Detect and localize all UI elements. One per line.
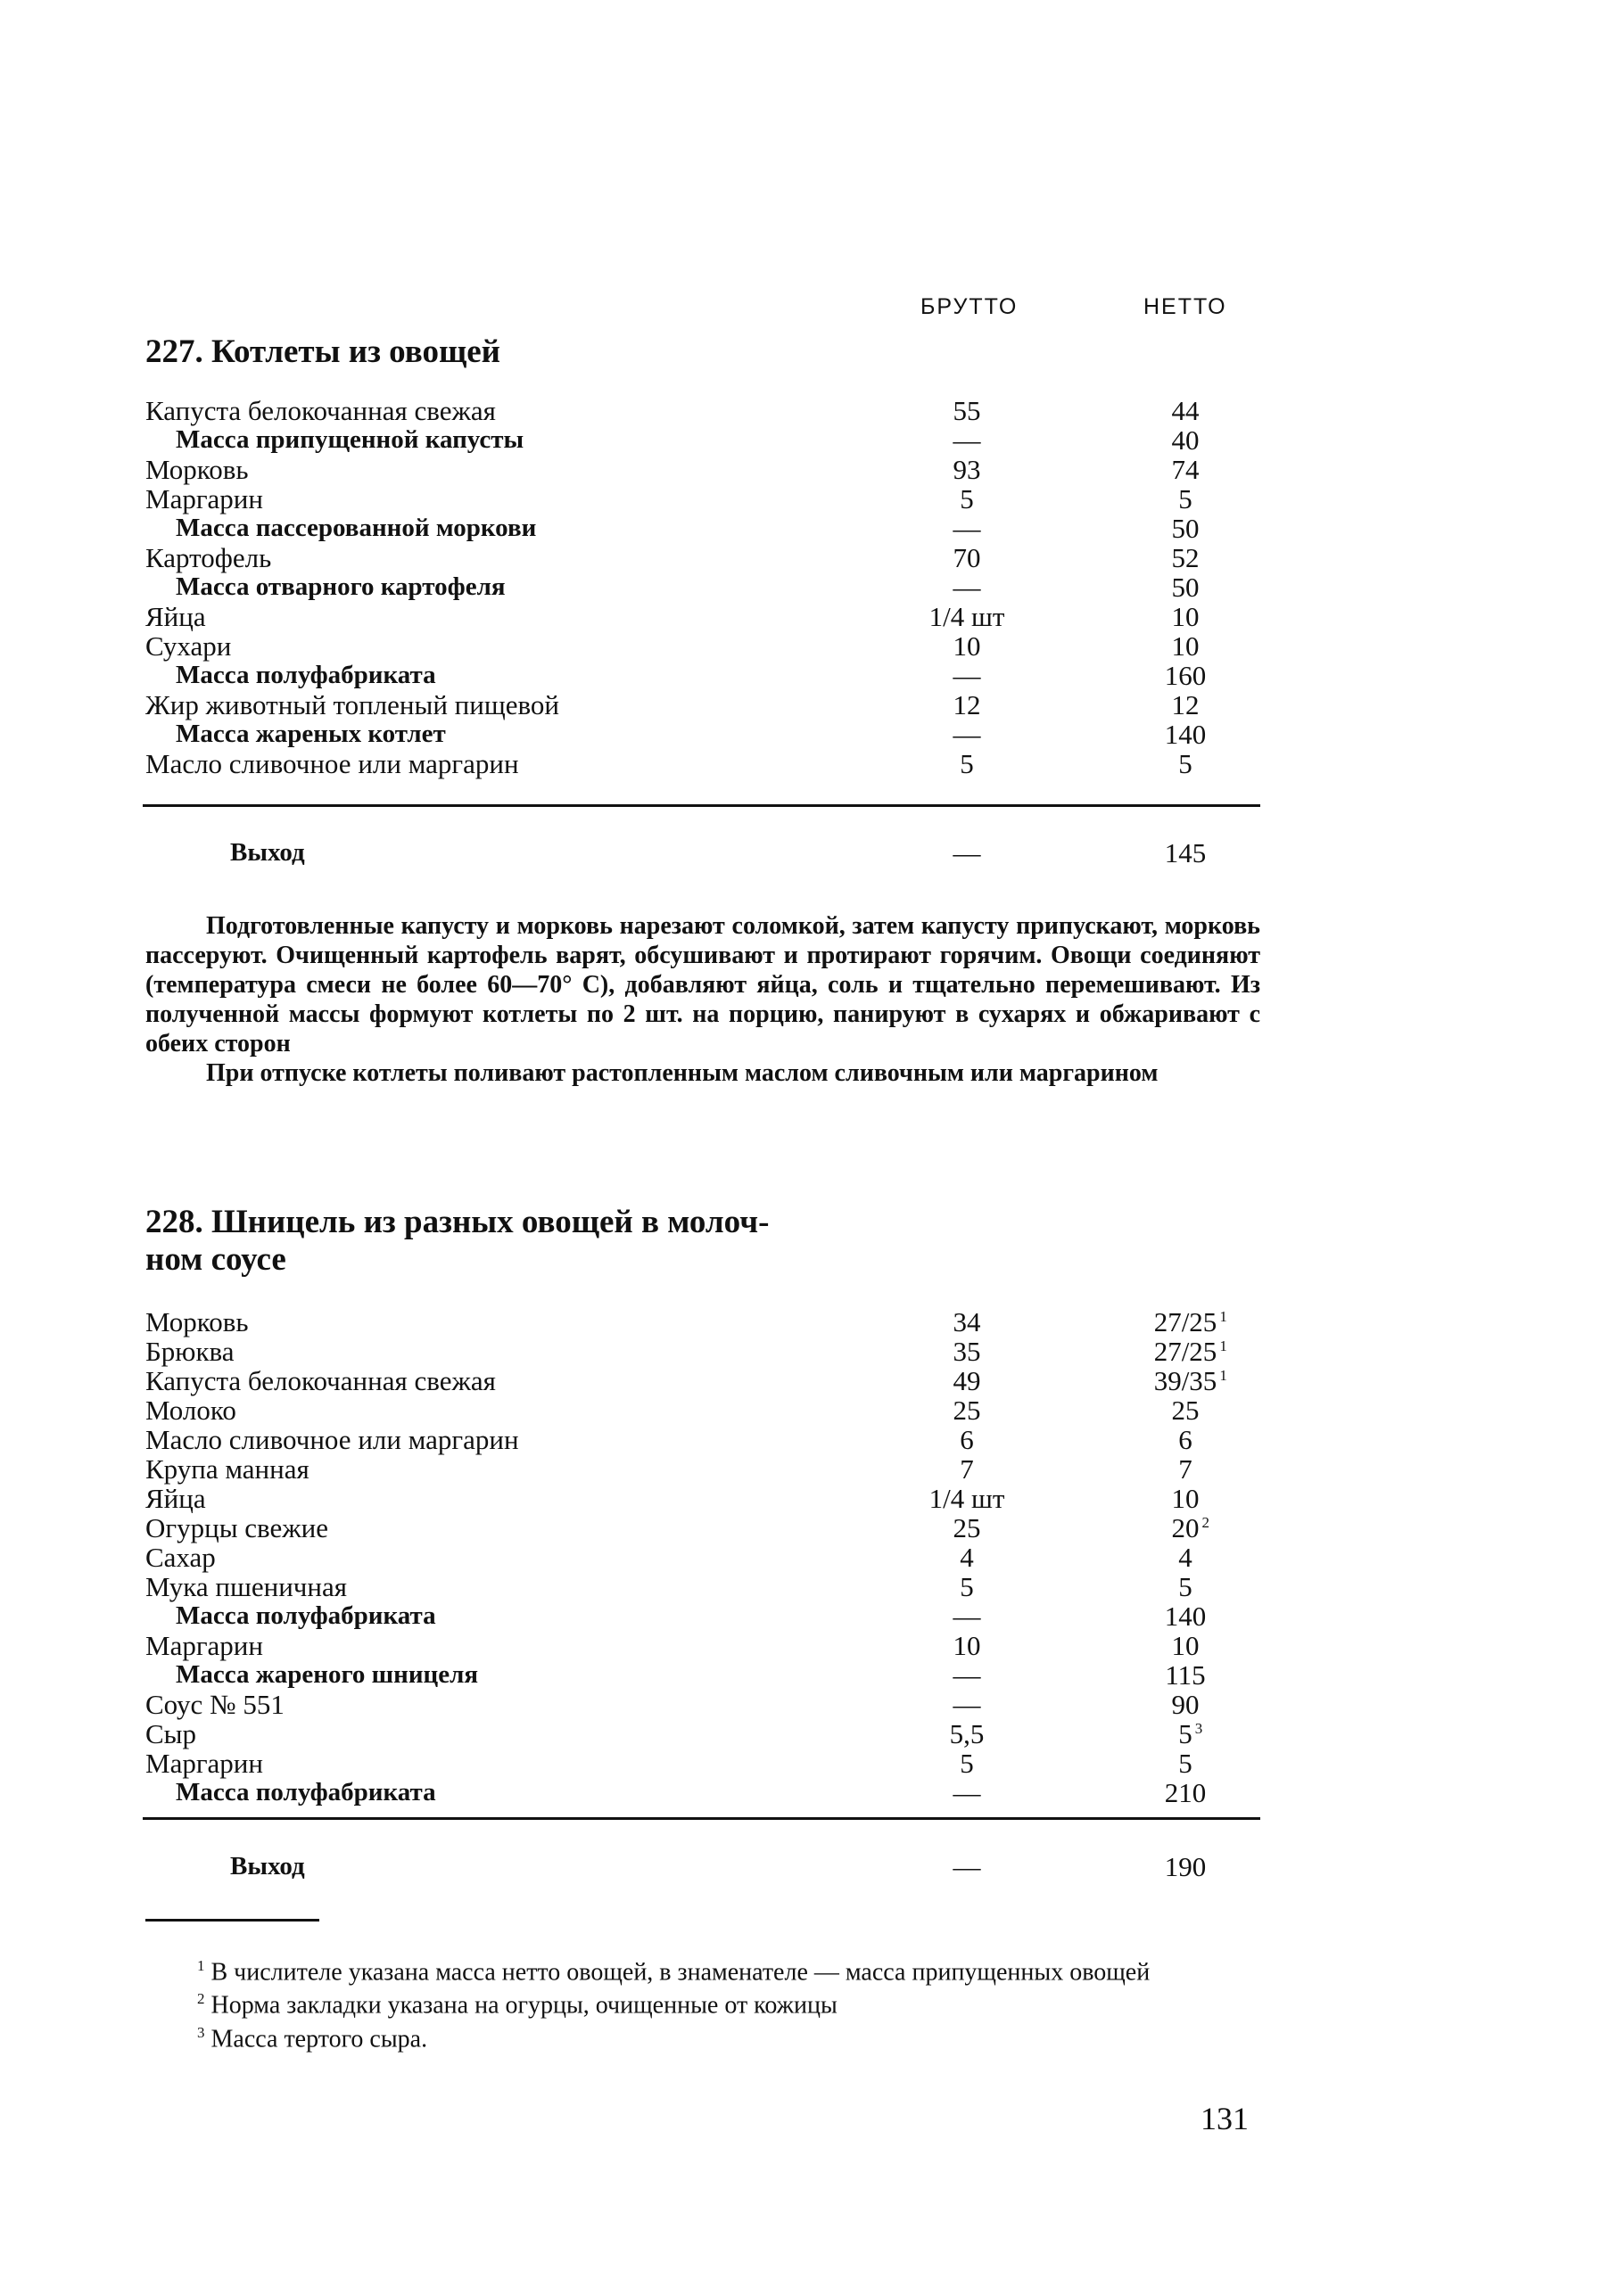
netto-cell [1132, 1719, 1239, 1749]
netto-value: 4 [1178, 1542, 1192, 1573]
brutto-value: — [953, 1777, 981, 1808]
netto-cell [1132, 631, 1239, 661]
ingredient-row [145, 572, 1260, 602]
netto-value: 90 [1171, 1689, 1200, 1720]
brutto-value: 93 [953, 454, 981, 485]
netto-value: 74 [1171, 454, 1200, 485]
ingredient-name: Капуста белокочанная свежая [145, 1365, 496, 1396]
netto-cell [1132, 602, 1239, 631]
netto-value: 6 [1178, 1424, 1192, 1455]
recipe-227-output-label: Выход [230, 838, 305, 867]
netto-value: 7 [1178, 1453, 1192, 1485]
netto-value: 140 [1164, 719, 1207, 750]
netto-value: 5 [1178, 748, 1192, 779]
recipe-228-output-label: Выход [230, 1852, 305, 1880]
brutto-value: 4 [960, 1542, 974, 1573]
brutto-value: — [953, 424, 981, 456]
footnote-ref: 3 [1194, 1720, 1203, 1737]
brutto-value: 6 [960, 1424, 974, 1455]
ingredient-name: Маргарин [145, 483, 263, 514]
netto-value: 5 [1178, 483, 1192, 514]
netto-value: 44 [1171, 395, 1200, 426]
netto-cell [1132, 1484, 1239, 1513]
footnote [145, 1986, 1260, 2019]
ingredient-row [145, 1572, 1260, 1601]
footnote-ref: 1 [1219, 1337, 1227, 1354]
instruction-paragraph: Подготовленные капусту и морковь нарезают соломкой, затем капусту припускают, морковь пассеруют. Очищенный картофель варят, обсушивают и протирают горячим. Овощи соединяют (температура смеси не более 60—70° С), добавляют яйца, соль и тщательно перемешивают. Из полученной массы формуют котлеты по 2 шт. на порцию, панируют в сухарях и обжаривают с обеих сторон [145, 912, 1260, 1057]
brutto-value: — [953, 572, 981, 603]
netto-value: 210 [1164, 1777, 1207, 1808]
ingredient-name: Молоко [145, 1395, 236, 1426]
brutto-value: — [953, 719, 981, 750]
ingredient-name: Мука пшеничная [145, 1571, 347, 1602]
footnotes [145, 1953, 1260, 2053]
brutto-value: — [953, 1689, 981, 1720]
ingredient-name: Яйца [145, 601, 206, 632]
recipe-228-title-line: ном соусе [145, 1241, 286, 1278]
ingredient-row [145, 543, 1260, 572]
netto-cell [1132, 396, 1239, 425]
page-number: 131 [1201, 2101, 1249, 2136]
brutto-value: — [953, 660, 981, 691]
brutto-value: 55 [953, 395, 981, 426]
brutto-value: 5,5 [949, 1718, 985, 1749]
netto-value: 5 [1178, 1718, 1192, 1749]
ingredient-row [145, 690, 1260, 720]
ingredient-row [145, 1543, 1260, 1572]
footnote-mark: 2 [197, 1990, 205, 2008]
netto-value: 39/35 [1153, 1365, 1217, 1396]
recipe-228-output-brutto: — [953, 1851, 981, 1882]
table-divider [143, 1817, 1260, 1820]
brutto-value: 35 [953, 1336, 981, 1367]
netto-value: 20 [1171, 1512, 1200, 1543]
netto-cell [1132, 484, 1239, 514]
netto-value: 115 [1165, 1659, 1206, 1691]
ingredient-row [145, 1366, 1260, 1395]
brutto-value: — [953, 513, 981, 544]
netto-cell [1132, 1778, 1239, 1807]
ingredient-row [145, 1454, 1260, 1484]
ingredient-row [145, 631, 1260, 661]
ingredient-row [145, 484, 1260, 514]
ingredient-row [145, 396, 1260, 425]
ingredient-row [145, 425, 1260, 455]
brutto-value: 1/4 шт [928, 1483, 1005, 1514]
ingredient-row [145, 514, 1260, 543]
netto-cell [1132, 661, 1239, 690]
netto-cell [1132, 455, 1239, 484]
netto-cell [1132, 690, 1239, 720]
ingredient-name: Масса отварного картофеля [176, 572, 506, 601]
netto-cell [1132, 514, 1239, 543]
ingredient-name: Сухари [145, 630, 232, 662]
ingredient-name: Масса пассерованной моркови [176, 514, 537, 542]
netto-value: 160 [1164, 660, 1207, 691]
netto-value: 27/25 [1153, 1336, 1217, 1367]
ingredient-row [145, 1513, 1260, 1543]
brutto-value: 5 [960, 748, 974, 779]
netto-value: 10 [1171, 630, 1200, 662]
ingredient-name: Крупа манная [145, 1453, 309, 1485]
netto-cell [1132, 543, 1239, 572]
brutto-value: 49 [953, 1365, 981, 1396]
netto-value: 50 [1171, 513, 1200, 544]
footnote [145, 2020, 1260, 2053]
brutto-value: 12 [953, 689, 981, 720]
recipe-227-output-netto: 145 [1164, 837, 1207, 868]
footnote-mark: 1 [197, 1957, 205, 1974]
brutto-value: 25 [953, 1512, 981, 1543]
netto-cell [1132, 1425, 1239, 1454]
brutto-value: 10 [953, 630, 981, 662]
brutto-value: 25 [953, 1395, 981, 1426]
ingredient-name: Маргарин [145, 1630, 263, 1661]
netto-value: 5 [1178, 1571, 1192, 1602]
ingredient-name: Масса полуфабриката [176, 661, 436, 689]
ingredient-name: Соус № 551 [145, 1689, 285, 1720]
ingredient-row [145, 602, 1260, 631]
footnote-ref: 1 [1219, 1308, 1227, 1325]
recipe-227-ingredients-table [145, 396, 1260, 778]
brutto-value: 1/4 шт [928, 601, 1005, 632]
ingredient-row [145, 1601, 1260, 1631]
ingredient-row [145, 1307, 1260, 1337]
footnote-text: Масса тертого сыра. [210, 2024, 428, 2053]
ingredient-name: Масса полуфабриката [176, 1778, 436, 1806]
ingredient-name: Сыр [145, 1718, 197, 1749]
ingredient-row [145, 1660, 1260, 1690]
ingredient-row [145, 1337, 1260, 1366]
netto-cell [1132, 1749, 1239, 1778]
netto-value: 10 [1171, 601, 1200, 632]
footnote [145, 1953, 1260, 1986]
ingredient-name: Морковь [145, 1306, 249, 1337]
netto-value: 52 [1171, 542, 1200, 573]
ingredient-row [145, 749, 1260, 778]
ingredient-row [145, 1631, 1260, 1660]
ingredient-name: Масса жареного шницеля [176, 1660, 479, 1689]
ingredient-row [145, 1425, 1260, 1454]
netto-cell [1132, 425, 1239, 455]
footnote-mark: 3 [197, 2023, 205, 2041]
netto-cell [1132, 1366, 1239, 1395]
recipe-227-instructions [145, 911, 1260, 1088]
netto-value: 10 [1171, 1630, 1200, 1661]
ingredient-name: Масса жареных котлет [176, 720, 446, 748]
netto-cell [1132, 1454, 1239, 1484]
ingredient-name: Масло сливочное или маргарин [145, 748, 519, 779]
netto-value: 10 [1171, 1483, 1200, 1514]
ingredient-row [145, 1395, 1260, 1425]
ingredient-row [145, 661, 1260, 690]
instruction-paragraph: При отпуске котлеты поливают растопленным маслом сливочным или маргарином [206, 1059, 1159, 1087]
ingredient-name: Сахар [145, 1542, 216, 1573]
netto-value: 140 [1164, 1601, 1207, 1632]
recipe-227-title: 227. Котлеты из овощей [145, 333, 500, 370]
netto-cell [1132, 1601, 1239, 1631]
recipe-227-output-brutto: — [953, 837, 981, 868]
netto-cell [1132, 1543, 1239, 1572]
netto-value: 25 [1171, 1395, 1200, 1426]
brutto-value: 5 [960, 483, 974, 514]
netto-cell [1132, 1660, 1239, 1690]
netto-value: 12 [1171, 689, 1200, 720]
footnote-text: В числителе указана масса нетто овощей, в знаменателе — масса припущенных овощей [210, 1958, 1151, 1987]
column-header-brutto: БРУТТО [920, 294, 1019, 319]
ingredient-row [145, 1778, 1260, 1807]
netto-cell [1132, 1690, 1239, 1719]
column-header-netto: НЕТТО [1143, 294, 1227, 319]
ingredient-row [145, 1690, 1260, 1719]
ingredient-row [145, 1749, 1260, 1778]
netto-value: 40 [1171, 424, 1200, 456]
brutto-value: — [953, 1601, 981, 1632]
ingredient-name: Маргарин [145, 1748, 263, 1779]
recipe-228-title-line: 228. Шницель из разных овощей в молоч- [145, 1204, 770, 1240]
recipe-228-output-netto: 190 [1164, 1851, 1207, 1882]
ingredient-row [145, 720, 1260, 749]
netto-value: 5 [1178, 1748, 1192, 1779]
netto-cell [1132, 572, 1239, 602]
brutto-value: 7 [960, 1453, 974, 1485]
ingredient-row [145, 1484, 1260, 1513]
ingredient-name: Масса полуфабриката [176, 1601, 436, 1630]
recipe-228-ingredients-table [145, 1307, 1260, 1807]
ingredient-name: Огурцы свежие [145, 1512, 329, 1543]
footnote-text: Норма закладки указана на огурцы, очищенные от кожицы [210, 1991, 838, 2020]
brutto-value: 34 [953, 1306, 981, 1337]
netto-cell [1132, 1572, 1239, 1601]
netto-value: 27/25 [1153, 1306, 1217, 1337]
footnote-divider [145, 1919, 319, 1922]
netto-cell [1132, 720, 1239, 749]
ingredient-name: Яйца [145, 1483, 206, 1514]
ingredient-row [145, 1719, 1260, 1749]
footnote-ref: 1 [1219, 1367, 1227, 1384]
netto-value: 50 [1171, 572, 1200, 603]
netto-cell [1132, 1631, 1239, 1660]
ingredient-name: Масло сливочное или маргарин [145, 1424, 519, 1455]
brutto-value: 5 [960, 1571, 974, 1602]
footnote-ref: 2 [1201, 1514, 1209, 1531]
netto-cell [1132, 1395, 1239, 1425]
ingredient-name: Капуста белокочанная свежая [145, 395, 496, 426]
ingredient-name: Картофель [145, 542, 272, 573]
brutto-value: 10 [953, 1630, 981, 1661]
table-divider [143, 804, 1260, 807]
brutto-value: — [953, 1659, 981, 1691]
netto-cell [1132, 749, 1239, 778]
ingredient-name: Жир животный топленый пищевой [145, 689, 559, 720]
brutto-value: 70 [953, 542, 981, 573]
ingredient-row [145, 455, 1260, 484]
ingredient-name: Брюква [145, 1336, 235, 1367]
recipe-228-title [145, 1204, 769, 1279]
netto-cell [1132, 1513, 1239, 1543]
ingredient-name: Масса припущенной капусты [176, 425, 524, 454]
ingredient-name: Морковь [145, 454, 249, 485]
brutto-value: 5 [960, 1748, 974, 1779]
